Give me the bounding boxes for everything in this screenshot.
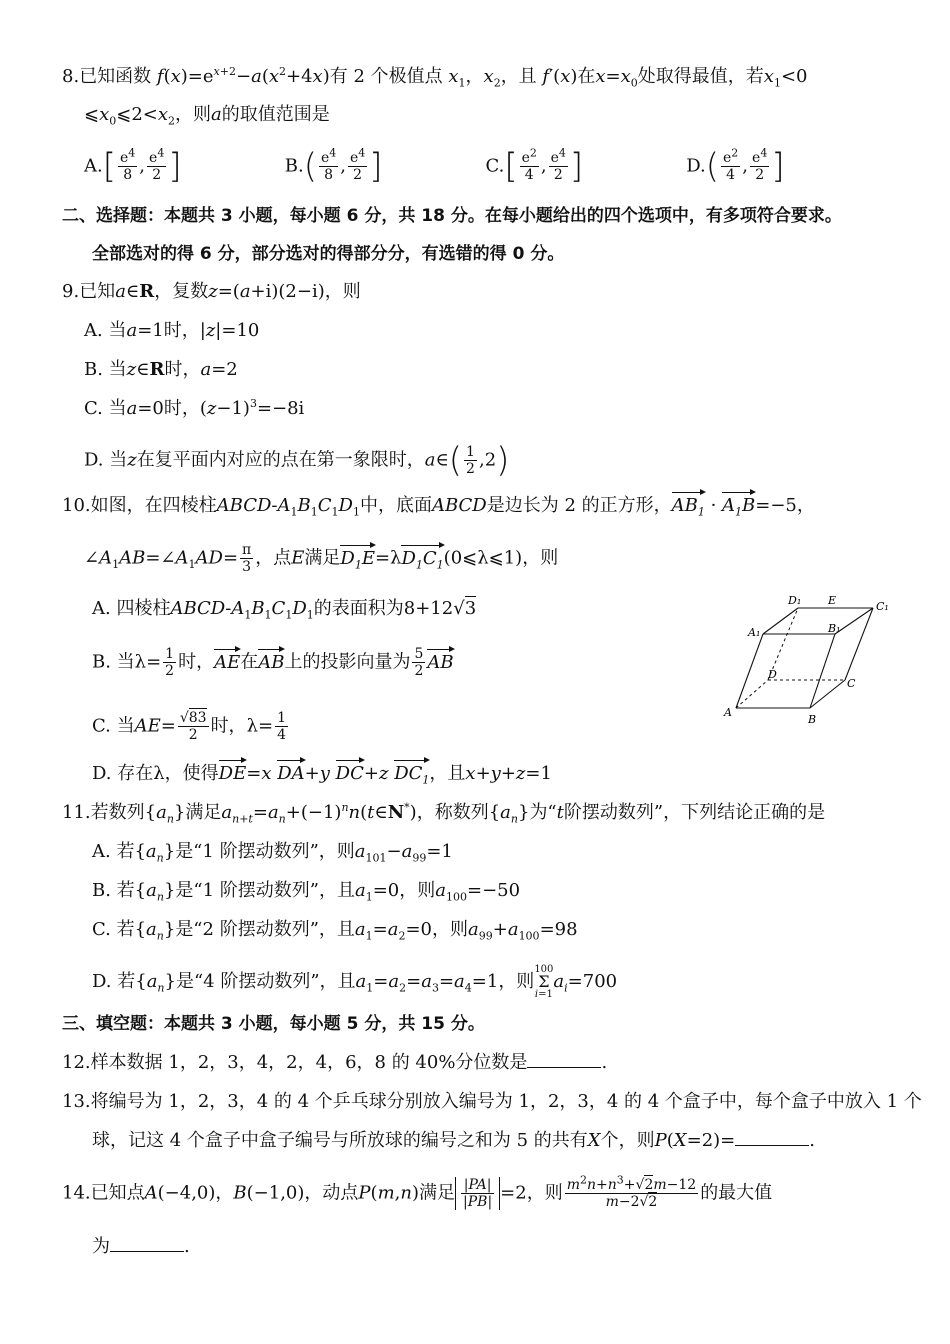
q10-option-a: A. 四棱柱ABCD-$A_1B_1C_1D_1$的表面积为8+12√3 (92, 598, 477, 622)
q11-option-b: B. 若$\{a_n\}$是“1 阶摆动数列”，且$a_1=0$，则$a_{100}=-50$ (92, 880, 521, 904)
q8-option-d: D.( $\frac{e^2}{4}$ , $\frac{e^4}{2}$ ] (686, 146, 785, 187)
label-a: A (724, 706, 732, 719)
q12-line: 12.样本数据 1，2，3，4，2，4，6，8 的 40%分位数是 . (62, 1052, 608, 1073)
q8-option-a: A.[ $\frac{e^4}{8}$ , $\frac{e^4}{2}$ ] (84, 146, 182, 187)
q8-line1: 8.已知函数 $f(x)=e^{x+2}-a(x^2+4x)$有 2 个极值点 $x_1$，$x_2$，且 f′(x)在$x=x_0$处取得最值，若$x_1<0$ (62, 65, 808, 90)
q10-option-b: B. 当λ= $\frac{1}{2}$ 时，AE在AB上的投影向量为 $\frac{5}{2}$ AB (92, 646, 454, 679)
q9-option-b: B. 当z∈R时，a=2 (84, 359, 238, 380)
q11-stem: 11.若数列$\{a_n\}$满足$a_{n+t}=a_n+(-1)^nn(t\in N^*)$，称数列$\{a_n\}$为“t阶摆动数列”，下列结论正确的是 (62, 801, 826, 826)
label-e: E (828, 594, 837, 607)
section3-heading: 三、填空题：本题共 3 小题，每小题 5 分，共 15 分。 (62, 1014, 485, 1034)
q13-line2: 球，记这 4 个盒子中盒子编号与所放球的编号之和为 5 的共有X个，则P(X=2)= . (92, 1130, 815, 1151)
q8-line2: $⩽x_0⩽2<x_2$，则a的取值范围是 (84, 104, 330, 128)
q8-option-c: C.[ $\frac{e^2}{4}$ , $\frac{e^4}{2}$ ] (485, 146, 584, 187)
q11-option-d: D. 若$\{a_n\}$是“4 阶摆动数列”，且$a_1=a_2=a_3=a_4=1$，则100 Σ $i=1a_i=700$ (92, 964, 618, 1000)
q13-line1: 13.将编号为 1，2，3，4 的 4 个乒乓球分别放入编号为 1，2，3，4 的 4 个盒子中，每个盒子中放入 1 个 (62, 1091, 922, 1112)
q9-option-d: D. 当z在复平面内对应的点在第一象限时，a∈( $\frac{1}{2}$ ,2) (84, 440, 510, 481)
q10-option-d: D. 存在λ，使得DE=x DA+y DC+z $DC_1$，且x+y+z=1 (92, 763, 552, 787)
label-a1: A₁ (748, 626, 761, 639)
q8-option-b: B.( $\frac{e^4}{8}$ , $\frac{e^4}{2}$ ] (284, 146, 383, 187)
section2-heading-line2: 全部选对的得 6 分，部分选对的得部分分，有选错的得 0 分。 (92, 244, 565, 264)
q9-stem: 9.已知a∈R，复数z=(a+i)(2−i)，则 (62, 281, 361, 302)
answer-blank[interactable] (735, 1131, 809, 1146)
q8-options (84, 146, 881, 187)
q10-option-c: C. 当AE= $\frac{√83}{2}$ 时，λ= $\frac{1}{4}$ (92, 710, 286, 743)
q9-option-c: C. 当a=0时，$(z-1)^3=-8i$ (84, 397, 305, 419)
q10-line2: $\angle A_1AB=\angle A_1AD=$ $\frac{\pi}{3}$ ，点E满足$D_1E=\lambda D_1C_1(0⩽\lambda⩽1)$，则 (84, 542, 559, 575)
q14-line2: 为 . (92, 1236, 190, 1257)
label-d: D (768, 668, 777, 681)
q8-number: 8. (62, 66, 80, 87)
section2-heading: 二、选择题：本题共 3 小题，每小题 6 分，共 18 分。在每小题给出的四个选项中，有多项符合要求。 (62, 206, 842, 226)
q11-option-c: C. 若$\{a_n\}$是“2 阶摆动数列”，且$a_1=a_2=0$，则$a_{99}+a_{100}=98$ (92, 919, 578, 943)
label-b: B (808, 713, 817, 726)
q11-option-a: A. 若$\{a_n\}$是“1 阶摆动数列”，则$a_{101}-a_{99}=1$ (92, 841, 453, 865)
label-c: C (847, 677, 856, 690)
q10-line1: 10.如图，在四棱柱ABCD-$A_1B_1C_1D_1$中，底面ABCD是边长为 2 的正方形，$AB_1 \cdot A_1B=-5$， (62, 495, 815, 519)
q14-line1: 14.已知点A(−4,0)，B(−1,0)，动点P(m,n)满足 $\frac{|PA|}{|PB|}$ =2，则 $\frac{m^2n+n^3+√2m-12}{m-2√2}$ 的最大值 (62, 1173, 773, 1210)
prism-figure (718, 590, 896, 730)
q9-option-a: A. 当a=1时，|z|=10 (84, 320, 260, 341)
label-d1: D₁ (788, 594, 802, 607)
answer-blank[interactable] (527, 1053, 601, 1068)
label-b1: B₁ (828, 622, 841, 635)
label-c1: C₁ (876, 600, 889, 613)
answer-blank[interactable] (110, 1237, 184, 1252)
